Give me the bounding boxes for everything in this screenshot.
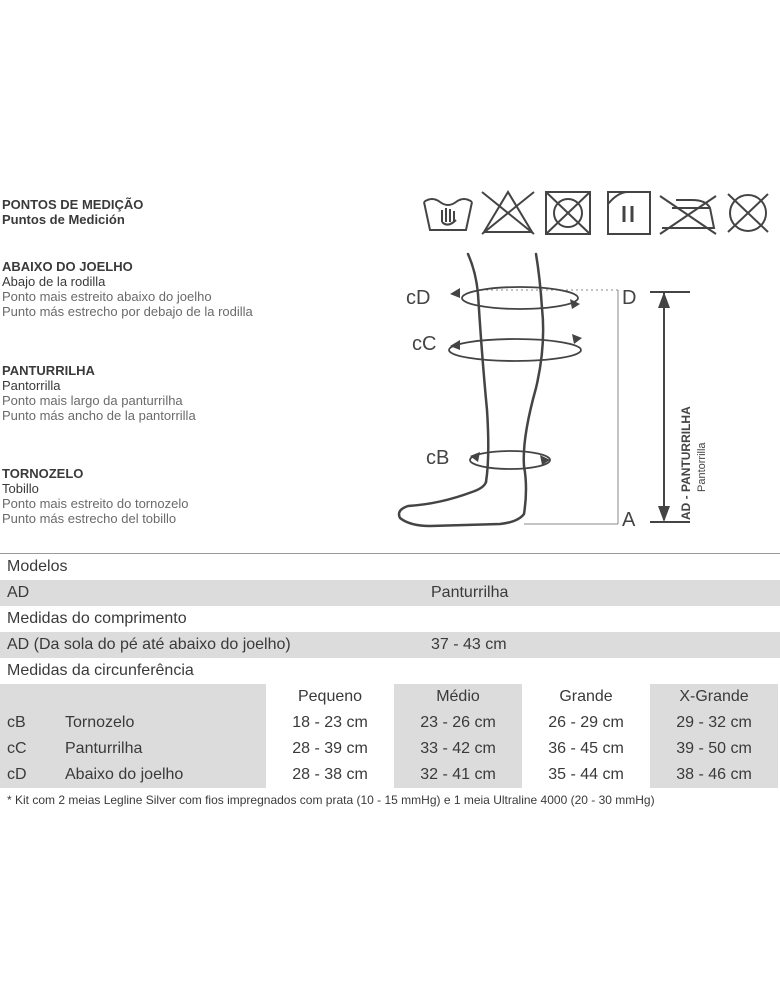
size-header: Grande (559, 688, 613, 705)
size-header: Pequeno (297, 688, 363, 705)
point-desc-pt: Ponto mais estreito do tornozelo (2, 496, 189, 511)
row-name: Abaixo do joelho (65, 766, 184, 783)
row-name: Panturrilha (65, 740, 143, 757)
length-value: 37 - 43 cm (431, 636, 507, 653)
footnote: * Kit com 2 meias Legline Silver com fios impregnados com prata (10 - 15 mmHg) e 1 meia Ultraline 4000 (20 - 30 mmHg) (7, 793, 655, 807)
table-cell: 38 - 46 cm (676, 766, 752, 783)
point-desc-pt: Ponto mais estreito abaixo do joelho (2, 289, 212, 304)
dry-flat-icon (608, 192, 650, 234)
table-cell: 28 - 38 cm (292, 766, 368, 783)
table-cell: 32 - 41 cm (420, 766, 496, 783)
length-desc: AD (Da sola do pé até abaixo do joelho) (7, 636, 291, 653)
measurement-points (2, 197, 402, 526)
vertical-label-es: Pantorrilla (696, 442, 708, 492)
no-iron-icon (660, 196, 716, 234)
care-icons (420, 188, 772, 238)
table-cell: 39 - 50 cm (676, 740, 752, 757)
measure-ring-cc (449, 339, 581, 361)
no-bleach-icon (482, 192, 534, 234)
model-name: Panturrilha (431, 584, 509, 601)
models-label: Modelos (7, 558, 68, 575)
point-desc-es: Punto más ancho de la pantorrilla (2, 408, 196, 423)
measure-ring-cb (470, 451, 550, 469)
hand-wash-icon (424, 199, 472, 230)
point-below-knee (2, 259, 253, 319)
table-cell: 29 - 32 cm (676, 714, 752, 731)
point-title: PANTURRILHA (2, 363, 95, 378)
point-title: ABAIXO DO JOELHO (2, 259, 133, 274)
label-cc: cC (412, 333, 437, 355)
no-tumble-dry-icon (546, 192, 590, 234)
length-row (0, 632, 780, 658)
measurement-heading: PONTOS DE MEDIÇÃO (2, 197, 144, 212)
size-header: X-Grande (679, 688, 749, 705)
label-cd: cD (406, 287, 431, 309)
row-code: cD (7, 766, 27, 783)
size-header: Médio (436, 688, 480, 705)
table-cell: 28 - 39 cm (292, 740, 368, 757)
point-title-es: Pantorrilla (2, 378, 61, 393)
no-dry-clean-icon (728, 194, 768, 232)
point-desc-pt: Ponto mais largo da panturrilha (2, 393, 183, 408)
point-title-es: Abajo de la rodilla (2, 274, 106, 289)
label-cb: cB (426, 447, 450, 469)
measurement-heading-es: Puntos de Medición (2, 212, 125, 227)
point-desc-es: Punto más estrecho por debajo de la rodilla (2, 304, 253, 319)
table-cell: 18 - 23 cm (292, 714, 368, 731)
point-calf (2, 363, 196, 423)
table-cell: 35 - 44 cm (548, 766, 624, 783)
label-d: D (622, 287, 637, 309)
leg-outline-back (468, 254, 488, 482)
model-row (0, 580, 780, 606)
table-cell: 33 - 42 cm (420, 740, 496, 757)
circumference-grid (0, 684, 780, 788)
point-ankle (2, 466, 188, 526)
vertical-label-pt: AD - PANTURRILHA (679, 406, 693, 520)
circumference-header-row (0, 658, 780, 684)
row-name: Tornozelo (65, 714, 135, 731)
models-row (0, 554, 780, 580)
circumference-label: Medidas da circunferência (7, 662, 194, 679)
row-code: cB (7, 714, 26, 731)
row-code: cC (7, 740, 27, 757)
length-header-row (0, 606, 780, 632)
length-label: Medidas do comprimento (7, 610, 187, 627)
point-title-es: Tobillo (2, 481, 39, 496)
leg-diagram (390, 248, 720, 538)
label-a: A (622, 509, 636, 531)
point-desc-es: Punto más estrecho del tobillo (2, 511, 177, 526)
table-cell: 23 - 26 cm (420, 714, 496, 731)
point-title: TORNOZELO (2, 466, 84, 481)
table-cell: 26 - 29 cm (548, 714, 624, 731)
model-code: AD (7, 584, 30, 601)
table-cell: 36 - 45 cm (548, 740, 624, 757)
size-table (0, 553, 780, 788)
